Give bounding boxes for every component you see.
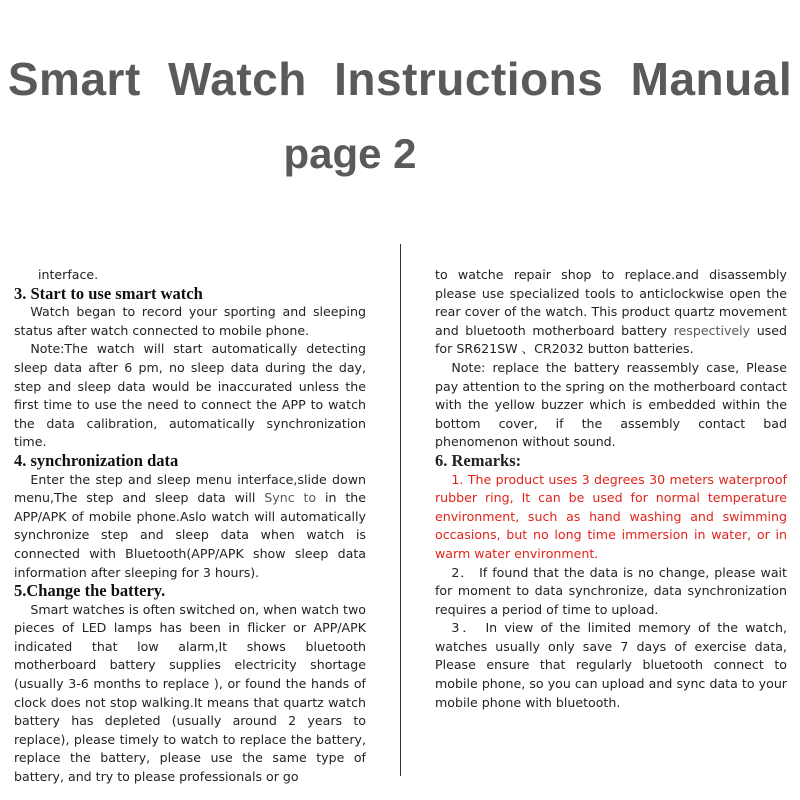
remark-2-sync: 2． If found that the data is no change, please wait for moment to data synchronize, data synchronization requires a period of time to upload. xyxy=(435,564,787,617)
section-3-note: Note:The watch will start automatically detecting sleep data after 6 pm, no sleep data during the day, step and sleep data would be inaccurated unless the first time to use the need to connect the APP to watch the data calibration, automatically synchronization time. xyxy=(14,341,366,450)
right-column xyxy=(435,266,787,712)
remark-1-waterproof: 1. The product uses 3 degrees 30 meters waterproof rubber ring, It can be used for normal temperature environment, such as hand washing and swimming occasions, but no long time immersion in water, or in warm water environment. xyxy=(435,471,787,561)
page-subtitle: page 2 xyxy=(283,130,417,177)
battery-text-end: used for SR621SW 、CR2032 button batteries. xyxy=(435,322,787,357)
section-4-text-start: Enter the step and sleep menu interface,slide down menu,The step and sleep data will xyxy=(14,471,366,506)
sync-to-text: Sync to xyxy=(264,490,317,506)
continued-text: interface. xyxy=(38,267,99,282)
reassembly-note: Note: replace the battery reassembly case, Please pay attention to the spring on the motherboard contact with the yellow buzzer which is embedded within the bottom cover, if the assembly contact bad phenomenon without sound. xyxy=(435,359,787,450)
left-column xyxy=(14,266,366,787)
section-3-heading: 3. Start to use smart watch xyxy=(14,283,203,303)
section-4-text-end: in the APP/APK of mobile phone.Aslo watch will automatically synchronize step and sleep data when watch is connected with Bluetooth(APP/APK show sleep data information after sleeping for 3 hours). xyxy=(14,490,367,580)
battery-continued-paragraph xyxy=(435,266,787,359)
remarks-heading: 6. Remarks: xyxy=(435,450,522,470)
section-4-heading: 4. synchronization data xyxy=(14,450,179,470)
section-5-heading: 5.Change the battery. xyxy=(14,581,166,601)
section-5-paragraph: Smart watches is often switched on, when watch two pieces of LED lamps has been in flicker or APP/APK indicated that low alarm,It shows bluetooth motherboard battery supplies electricity shortage (usually 3-6 months to replace ), or found the hands of clock does not stop walking.It means that quartz watch battery has depleted (usually around 2 years to replace), please timely to watch to replace the battery, replace the battery, please use the same type of battery, and try to please professionals or go xyxy=(14,601,366,785)
remark-3-memory: 3． In view of the limited memory of the watch, watches usually only save 7 days of exercise data, Please ensure that regularly bluetooth connect to mobile phone, so you can upload and sync data to your mobile phone with bluetooth. xyxy=(435,620,787,710)
battery-text-start: to watche repair shop to replace.and disassembly please use specialized tools to anticlockwise open the rear cover of the watch. This product quartz movement and bluetooth motherboard battery xyxy=(435,267,787,338)
section-3-paragraph: Watch began to record your sporting and sleeping status after watch connected to mobile phone. xyxy=(14,304,366,338)
manual-title: Smart Watch Instructions Manual xyxy=(7,53,793,105)
respectively-text: respectively xyxy=(673,322,751,338)
section-4-paragraph xyxy=(14,471,366,583)
column-divider xyxy=(400,244,401,776)
